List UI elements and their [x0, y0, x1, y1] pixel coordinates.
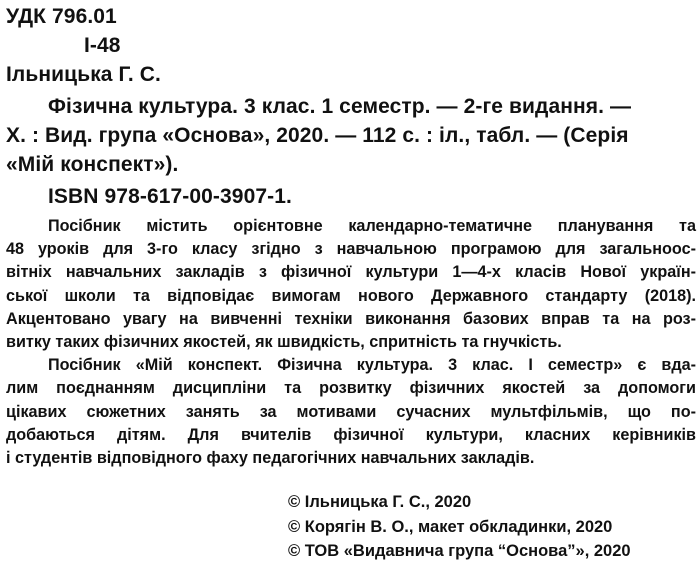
annotation-line: 48 уроків для 3-го класу згідно з навчальною програмою для загальноос- — [6, 240, 696, 259]
annotation-line: Посібник «Мій конспект. Фізична культура. 3 клас. І семестр» є вда- — [48, 356, 696, 375]
annotation-line: ської школи та відповідає вимогам нового Державного стандарту (2018). — [6, 286, 696, 305]
bibliographic-description-line-3: «Мій конспект»). — [6, 153, 179, 176]
annotation-line: Посібник містить орієнтовне календарно-тематичне планування та — [48, 217, 696, 235]
author-name: Ільницька Г. С. — [6, 63, 161, 86]
copyright-line: © ТОВ «Видавнича група “Основа”», 2020 — [288, 542, 631, 560]
annotation-line: вітніх навчальних закладів з фізичної культури 1—4-х класів Нової україн- — [6, 263, 696, 282]
annotation-line: і студентів відповідного фаху педагогічних навчальних закладів. — [6, 449, 535, 468]
annotation-line: цікавих сюжетних занять за мотивами сучасних мультфільмів, що по- — [6, 402, 696, 421]
bibliographic-description-line-2: Х. : Вид. група «Основа», 2020. — 112 с. : іл., табл. — (Серія — [6, 124, 629, 147]
copyright-line: © Ільницька Г. С., 2020 — [288, 493, 472, 511]
isbn: ISBN 978-617-00-3907-1. — [48, 185, 292, 208]
annotation — [6, 215, 696, 470]
annotation-line: витку таких фізичних якостей, як швидкість, спритність та гнучкість. — [6, 333, 562, 352]
copyright-block — [288, 490, 631, 564]
annotation-line: добаються дітям. Для вчителів фізичної культури, класних керівників — [6, 425, 696, 444]
library-classification: І-48 — [84, 34, 121, 57]
copyright-line: © Корягін В. О., макет обкладинки, 2020 — [288, 517, 613, 536]
annotation-line: Акцентовано увагу на вивченні техніки виконання базових вправ та на роз- — [6, 309, 696, 328]
udk-code: УДК 796.01 — [6, 5, 117, 28]
annotation-line: лим поєднанням дисципліни та розвитку фізичних якостей за допомоги — [6, 379, 696, 398]
bibliographic-description-line-1: Фізична культура. 3 клас. 1 семестр. — 2-ге видання. — — [48, 95, 632, 118]
